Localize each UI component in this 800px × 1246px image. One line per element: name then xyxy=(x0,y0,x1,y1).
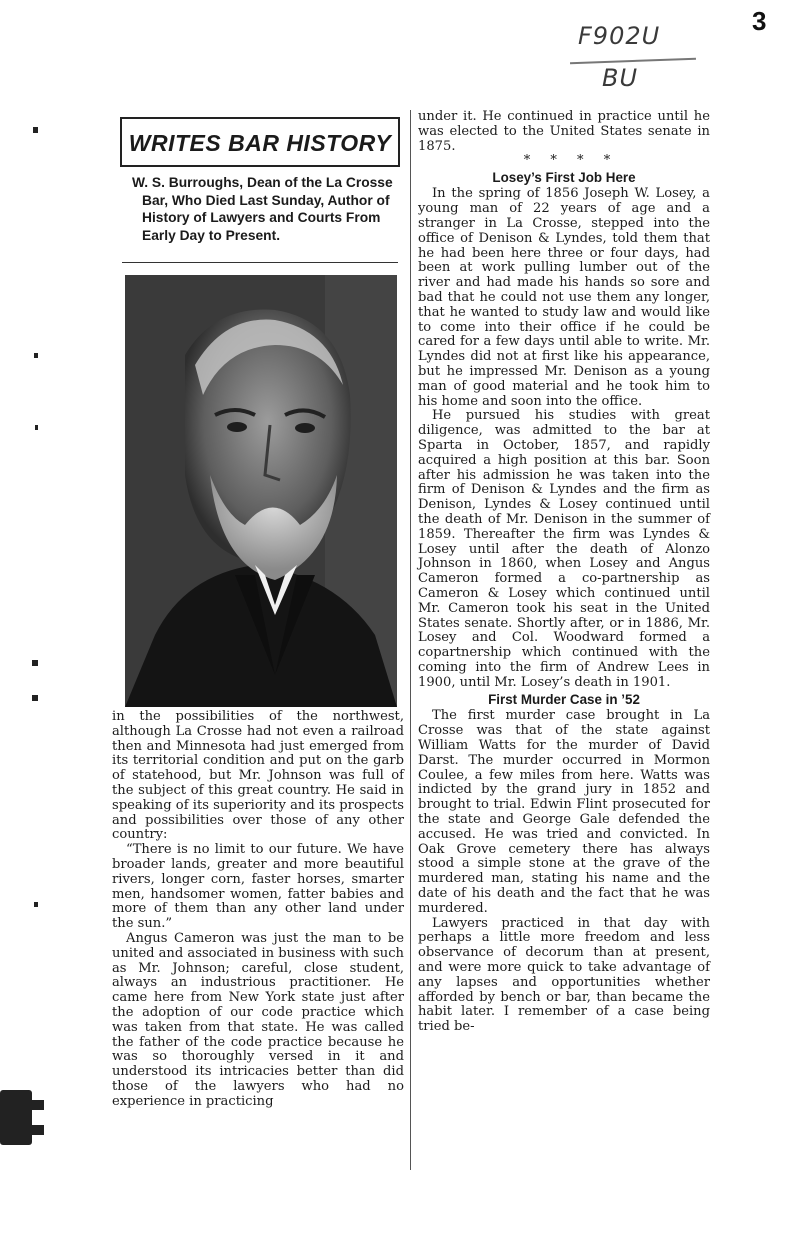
binding-clip-tab xyxy=(26,1125,44,1135)
portrait-photo xyxy=(125,275,397,707)
scan-mark xyxy=(34,353,38,358)
right-column-text xyxy=(418,110,710,1035)
scan-mark xyxy=(34,902,38,907)
paragraph: “There is no limit to our future. We have broader lands, greater and more beautiful rivers, longer corn, faster horses, smarter men, handsomer women, fatter babies and more of them than any other land under the sun.” xyxy=(112,842,404,932)
paragraph: Lawyers practiced in that day with perhaps a little more freedom and less observance of decorum than at present, and were more quick to take advantage of any lapses and opportunities whether afforded by bench or bar, than became the habit later. I remember of a case being tried be- xyxy=(418,915,710,1035)
scan-mark xyxy=(32,695,38,701)
page-number: 3 xyxy=(752,6,767,36)
binding-clip-tab xyxy=(26,1100,44,1110)
paragraph: The first murder case brought in La Crosse was that of the state against William Watts for the murder of David Darst. The murder occurred in Mormon Coulee, a few miles from here. Watts was indicted by the grand jury in 1852 and brought to trial. Edwin Flint prosecuted for the state and George Gale defended the accused. He was tried and convicted. In Oak Grove cemetery there has always stood a simple stone at the grave of the murdered man, stating his name and the date of his death and the fact that he was murdered. xyxy=(418,708,710,916)
section-stars: * * * * xyxy=(523,153,619,169)
handwritten-initials: BU xyxy=(602,64,639,92)
paragraph: under it. He continued in practice until he was elected to the United States senate in 1875. xyxy=(418,109,710,154)
headline: WRITES BAR HISTORY xyxy=(128,130,392,156)
headline-deck: W. S. Burroughs, Dean of the La Crosse Bar, Who Died Last Sunday, Author of History of Lawyers and Courts From Early Day to Present. xyxy=(132,175,393,243)
scan-mark xyxy=(35,425,38,430)
paragraph: In the spring of 1856 Joseph W. Losey, a young man of 22 years of age and a stranger in La Crosse, stepped into the office of Denison & Lyndes, told them that he had been here three or four days, had been at work pulling lumber out of the river and had made his hands so sore and bad that he could not use them any longer, that he wanted to study law and would like to come into their office if he could be cared for a few days until able to write. Mr. Lyndes did not at first like his appearance, but he impressed Mr. Denison as a young man of good material and he took him to his home and soon into the office. xyxy=(418,186,710,409)
subhead: Losey’s First Job Here xyxy=(492,170,636,186)
paragraph: Angus Cameron was just the man to be united and associated in business with such as Mr. Johnson; careful, close student, always an industrious practitioner. He came here from New York state just after the adoption of our code practice which was taken from that state. He was called the father of the code practice because he was so thoroughly versed in it and understood its intricacies better than did those of the lawyers who had no experience in practicing xyxy=(112,930,404,1109)
paragraph: He pursued his studies with great diligence, was admitted to the bar at Sparta in October, 1857, and rapidly acquired a high position at this bar. Soon after his admission he was taken into the firm of Denison & Lyndes and the firm as Denison, Lyndes & Losey continued until the death of Mr. Denison in the summer of 1859. Thereafter the firm was Lyndes & Losey until after the death of Alonzo Johnson in 1860, when Losey and Angus Cameron formed a co-partnership as Cameron & Losey which continued until Mr. Cameron took his seat in the United States senate. Shortly after, or in 1886, Mr. Losey and Col. Woodward formed a copartnership which continued with the coming into the firm of Andrew Lees in 1900, until Mr. Losey’s death in 1901. xyxy=(418,408,710,690)
scan-mark xyxy=(33,127,38,133)
paragraph: in the possibilities of the northwest, although La Crosse had not even a railroad then and Minnesota had just emerged from its territorial condition and put on the garb of statehood, but Mr. Johnson was full of the subject of this great country. He said in speaking of its superiority and its prospects and possibilities over those of any other country: xyxy=(112,709,404,843)
column-divider xyxy=(410,110,411,1170)
portrait-illustration xyxy=(125,275,397,707)
binding-clip xyxy=(0,1090,32,1145)
handwritten-catalog-number: F902U xyxy=(578,22,661,50)
left-column-text xyxy=(112,710,404,1110)
scan-mark xyxy=(32,660,38,666)
deck-rule xyxy=(122,262,398,263)
subhead: First Murder Case in ’52 xyxy=(488,692,640,708)
